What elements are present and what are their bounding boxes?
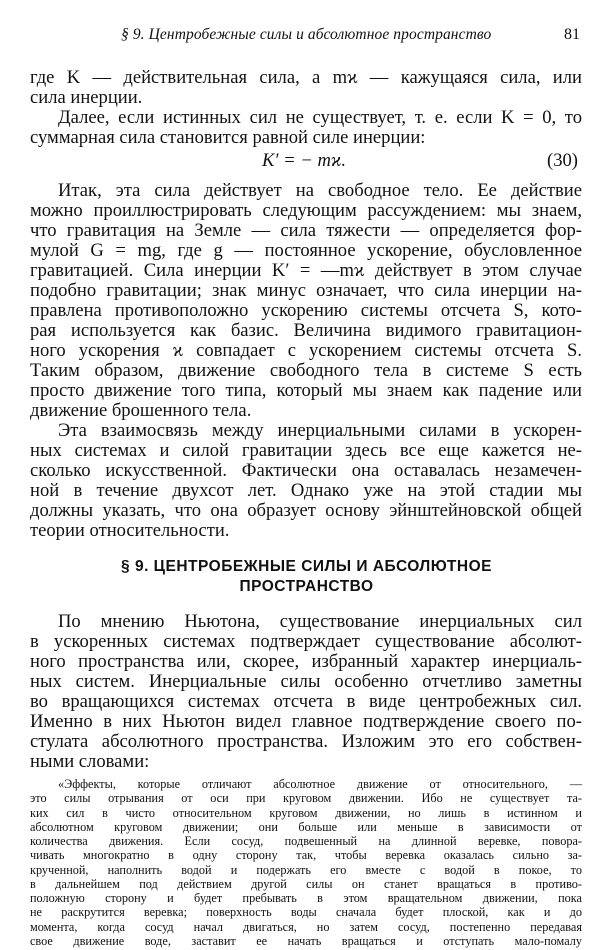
quote-line: положную сторону и будет пребывать в этом вращательном движении, пока [30,891,582,905]
equation-30 [0,150,613,172]
text-line: Именно в них Ньютон видел главное подтверждение своего по- [30,711,582,732]
text-line: мулой G = mg, где g — постоянное ускорение, обусловленное [30,240,582,261]
text-line: просто движение того типа, который мы знаем как падение или [30,380,582,401]
quote-line: количества движения. Если сосуд, подвешенный на длинной веревке, повора- [30,834,582,848]
text-line: во вращающихся системах отсчета в виде центробежных сил. [30,691,582,712]
quote-line: ких сил в чисто относительном круговом движении, но лишь в истинном и [30,805,582,820]
running-head [0,26,613,50]
text-line: теории относительности. [30,520,230,541]
text-line: гравитацией. Сила инерции K′ = —mϰ действует в этом случае [30,260,582,281]
text-line: должны указать, что она образует основу эйнштейновской общей [30,500,582,521]
text-line: Эта взаимосвязь между инерциальными силами в ускорен- [58,420,582,441]
text-line: можно проиллюстрировать следующим рассуждением: мы знаем, [30,200,582,221]
text-line: ной в течение двухсот лет. Однако уже на этой стадии мы [30,480,582,501]
quote-line: крученной, наполнить водой и подержать его вместе с водой в покое, то [30,862,582,877]
text-line: суммарная сила становится равной силе инерции: [30,127,426,148]
section-heading-line: § 9. ЦЕНТРОБЕЖНЫЕ СИЛЫ И АБСОЛЮТНОЕ [121,558,492,575]
text-line: Таким образом, движение свободного тела в системе S есть [30,360,582,381]
text-line: Далее, если истинных сил не существует, т. е. если K = 0, то [58,107,582,128]
text-line: ного пространства или, скорее, избранный характер инерциаль- [30,651,582,672]
quote-line: абсолютном круговом движении; они больше или меньше в зависимости от [30,819,582,834]
text-line: где K — действительная сила, а mϰ — кажущаяся сила, или [30,67,582,88]
text-line: ного ускорения ϰ совпадает с ускорением системы отсчета S. [30,340,582,361]
text-line: По мнению Ньютона, существование инерциальных сил [58,611,582,632]
quote-line: свое движение воде, заставит ее начать вращаться и отступать мало-помалу [30,933,582,948]
text-line: Итак, эта сила действует на свободное тело. Ее действие [58,180,582,201]
text-line: сколько искусственной. Фактически она оставалась незамечен- [30,460,582,481]
text-line: что гравитация на Земле — сила тяжести — определяется фор- [30,220,582,241]
section-heading-line: ПРОСТРАНСТВО [239,578,374,595]
text-line: движение брошенного тела. [30,400,252,421]
text-line: ных системах и силой гравитации здесь все еще кажется не- [30,440,582,461]
text-line: ными словами: [30,751,150,772]
equation-formula: K′ = − mϰ. [262,150,347,171]
quote-line: чивать многократно в одну сторону так, чтобы веревка оказалась сильно за- [30,848,582,863]
text-line: ных систем. Инерциальные силы особенно отчетливо заметны [30,671,582,692]
text-line: стулата абсолютного пространства. Изложим это его собствен- [30,731,582,752]
text-line: сила инерции. [30,87,143,108]
quote-line: «Эффекты, которые отличают абсолютное движение от относительного, — [58,777,582,791]
quote-line: не раскрутится веревка; поверхность воды сначала будет плоской, как и до [30,905,582,920]
text-line: в ускоренных системах подтверждает существование абсолют- [30,631,582,652]
quote-line: это силы отрывания от оси при круговом движении. Ибо не существует та- [30,791,582,806]
text-line: рая используется как базис. Величина видимого гравитацион- [30,320,582,341]
text-line: подобно гравитации; знак минус означает, что сила инерции на- [30,280,582,301]
equation-number: (30) [547,150,578,171]
page-number: 81 [564,26,580,43]
quote-line: в дальнейшем под действием другой силы он станет вращаться в противо- [30,876,582,891]
quote-line: момента, когда сосуд начал двигаться, но затем сосуд, постепенно передавая [30,919,582,934]
running-title: § 9. Центробежные силы и абсолютное пространство [121,26,492,43]
text-line: правлена противоположно ускорению системы отсчета S, кото- [30,300,582,321]
